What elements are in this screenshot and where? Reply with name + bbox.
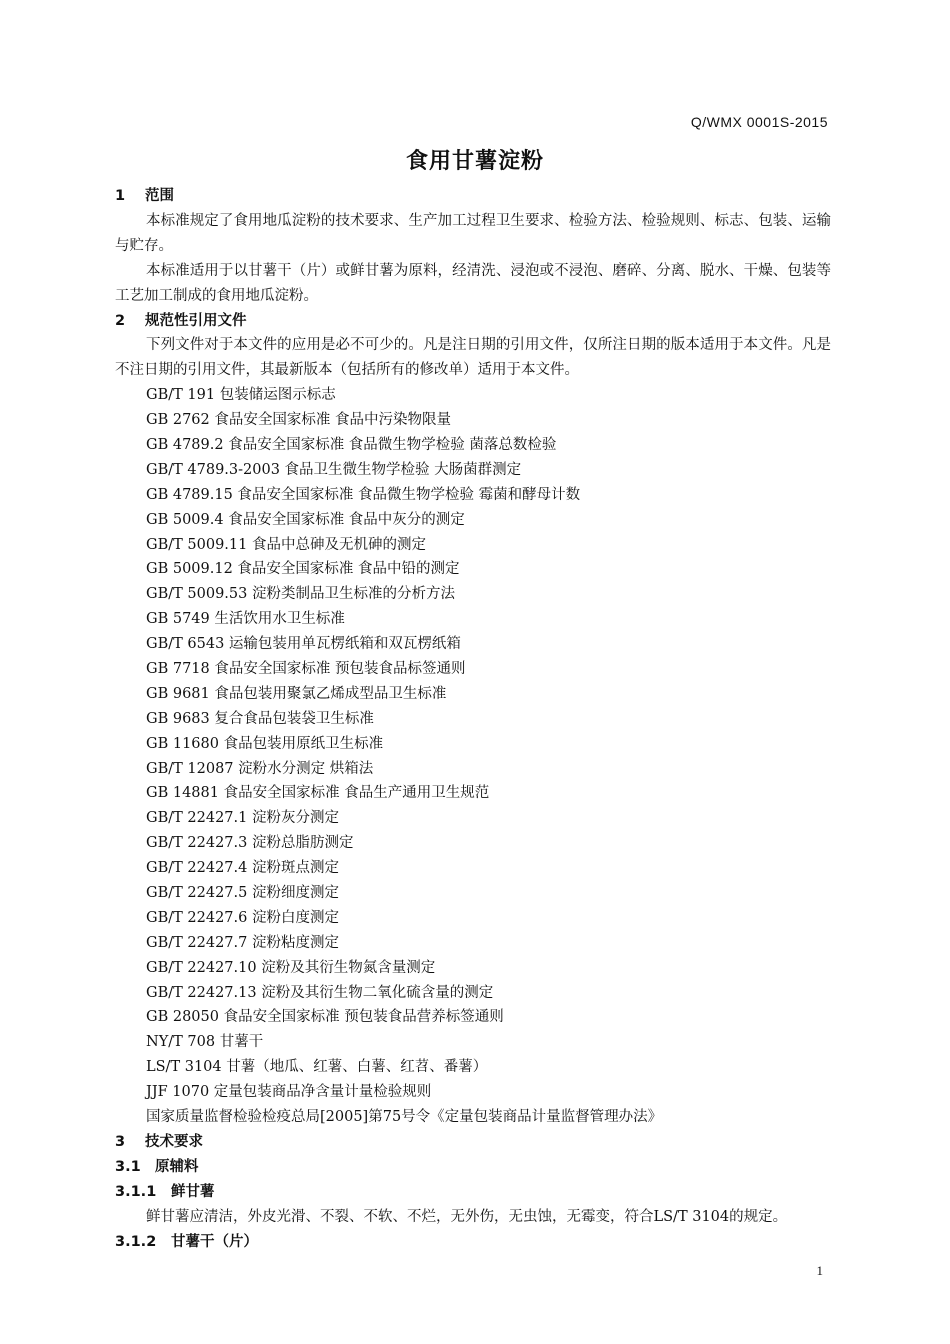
section-3-1-1-heading bbox=[115, 1180, 831, 1205]
section-number: 1 bbox=[115, 188, 126, 204]
section-title: 技术要求 bbox=[145, 1133, 203, 1150]
fresh-sweet-potato-requirement: 鲜甘薯应清洁，外皮光滑、不裂、不软、不烂，无外伤，无虫蚀，无霉变，符合LS/T 3104的规定。 bbox=[146, 1208, 788, 1225]
reference-item: GB/T 22427.7 淀粉粘度测定 bbox=[146, 934, 339, 951]
reference-item: GB 9683 复合食品包装袋卫生标准 bbox=[146, 710, 374, 727]
reference-item: GB/T 22427.1 淀粉灰分测定 bbox=[146, 810, 339, 827]
reference-item: GB 28050 食品安全国家标准 预包装食品营养标签通则 bbox=[146, 1009, 504, 1026]
section-3-1-heading bbox=[115, 1155, 831, 1180]
reference-item: NY/T 708 甘薯干 bbox=[146, 1034, 264, 1051]
reference-list bbox=[115, 383, 831, 1130]
reference-item: GB 4789.15 食品安全国家标准 食品微生物学检验 霉菌和酵母计数 bbox=[146, 486, 581, 503]
reference-item: GB 4789.2 食品安全国家标准 食品微生物学检验 菌落总数检验 bbox=[146, 437, 557, 453]
reference-item: GB/T 12087 淀粉水分测定 烘箱法 bbox=[146, 760, 374, 777]
scope-paragraph-1: 本标准规定了食用地瓜淀粉的技术要求、生产加工过程卫生要求、检验方法、检验规则、标志、包装、运输与贮存。 bbox=[115, 212, 831, 254]
reference-item: GB/T 22427.13 淀粉及其衍生物二氧化硫含量的测定 bbox=[146, 984, 494, 1001]
section-title: 原辅料 bbox=[155, 1158, 199, 1175]
reference-item: GB 7718 食品安全国家标准 预包装食品标签通则 bbox=[146, 661, 466, 678]
reference-item: GB/T 4789.3-2003 食品卫生微生物学检验 大肠菌群测定 bbox=[146, 461, 522, 478]
reference-item: GB/T 6543 运输包装用单瓦楞纸箱和双瓦楞纸箱 bbox=[146, 636, 461, 653]
reference-item: LS/T 3104 甘薯（地瓜、红薯、白薯、红苕、番薯） bbox=[146, 1059, 488, 1076]
reference-item: GB 14881 食品安全国家标准 食品生产通用卫生规范 bbox=[146, 785, 490, 802]
section-2-heading bbox=[115, 309, 831, 334]
section-number: 2 bbox=[115, 312, 126, 329]
section-1-heading bbox=[115, 184, 831, 209]
reference-item: GB 5009.12 食品安全国家标准 食品中铅的测定 bbox=[146, 561, 460, 578]
section-3-heading bbox=[115, 1130, 831, 1155]
section-title: 规范性引用文件 bbox=[145, 312, 247, 329]
section-3-1-2-heading bbox=[115, 1230, 831, 1255]
reference-item: GB/T 22427.4 淀粉斑点测定 bbox=[146, 860, 339, 877]
document-body bbox=[115, 184, 831, 1254]
section-title: 范围 bbox=[145, 188, 174, 204]
reference-item: GB 9681 食品包装用聚氯乙烯成型品卫生标准 bbox=[146, 685, 447, 702]
reference-item: GB 2762 食品安全国家标准 食品中污染物限量 bbox=[146, 412, 451, 429]
scope-paragraph-2: 本标准适用于以甘薯干（片）或鲜甘薯为原料，经清洗、浸泡或不浸泡、磨碎、分离、脱水、干燥、包装等工艺加工制成的食用地瓜淀粉。 bbox=[115, 262, 831, 304]
page-number: 1 bbox=[816, 1263, 823, 1278]
document-title: 食用甘薯淀粉 bbox=[405, 149, 544, 174]
section-number: 3.1 bbox=[115, 1158, 141, 1175]
section-number: 3.1.1 bbox=[115, 1183, 157, 1200]
section-title: 甘薯干（片） bbox=[171, 1233, 258, 1250]
reference-item: JJF 1070 定量包装商品净含量计量检验规则 bbox=[146, 1084, 432, 1101]
section-number: 3.1.2 bbox=[115, 1233, 157, 1250]
references-intro-paragraph: 下列文件对于本文件的应用是必不可少的。凡是注日期的引用文件，仅所注日期的版本适用于本文件。凡是不注日期的引用文件，其最新版本（包括所有的修改单）适用于本文件。 bbox=[115, 337, 831, 379]
reference-item: GB/T 22427.10 淀粉及其衍生物氮含量测定 bbox=[146, 959, 436, 976]
reference-item: GB/T 5009.53 淀粉类制品卫生标准的分析方法 bbox=[146, 586, 455, 603]
section-title: 鲜甘薯 bbox=[171, 1183, 215, 1200]
section-number: 3 bbox=[115, 1133, 126, 1150]
reference-item: GB/T 5009.11 食品中总砷及无机砷的测定 bbox=[146, 536, 426, 553]
reference-item: GB/T 191 包装储运图示标志 bbox=[146, 387, 336, 404]
reference-item: GB 5749 生活饮用水卫生标准 bbox=[146, 611, 345, 628]
reference-item: GB/T 22427.6 淀粉白度测定 bbox=[146, 909, 339, 926]
document-code: Q/WMX 0001S-2015 bbox=[690, 114, 828, 130]
reference-item: GB/T 22427.3 淀粉总脂肪测定 bbox=[146, 835, 354, 852]
reference-item: 国家质量监督检验检疫总局[2005]第75号令《定量包装商品计量监督管理办法》 bbox=[146, 1109, 663, 1126]
reference-item: GB 11680 食品包装用原纸卫生标准 bbox=[146, 735, 384, 752]
reference-item: GB/T 22427.5 淀粉细度测定 bbox=[146, 885, 339, 902]
reference-item: GB 5009.4 食品安全国家标准 食品中灰分的测定 bbox=[146, 511, 465, 528]
